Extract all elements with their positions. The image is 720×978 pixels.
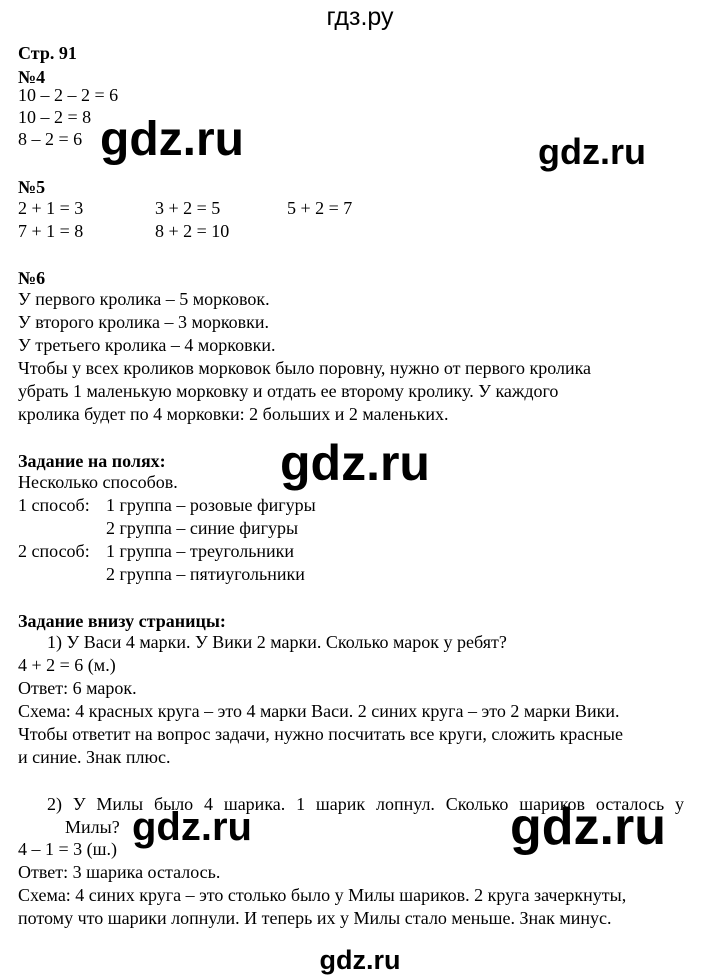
way1-group1: 1 группа – розовые фигуры xyxy=(106,495,316,515)
site-header: гдз.ру xyxy=(326,3,394,31)
task4-line: 10 – 2 = 8 xyxy=(18,107,92,127)
task6-title: №6 xyxy=(18,268,46,288)
problem2-solution: 4 – 1 = 3 (ш.) xyxy=(18,839,117,859)
way2-group1: 1 группа – треугольники xyxy=(106,541,295,561)
task5-expression: 2 + 1 = 3 xyxy=(18,198,84,218)
task5-expression: 3 + 2 = 5 xyxy=(155,198,221,218)
problem1-scheme-line: Схема: 4 красных круга – это 4 марки Васи. 2 синих круга – это 2 марки Вики. xyxy=(18,701,620,721)
bottom-task-title: Задание внизу страницы: xyxy=(18,611,226,631)
problem2-scheme-line: потому что шарики лопнули. И теперь их у Милы стало меньше. Знак минус. xyxy=(18,908,612,928)
problem1-scheme-line: Чтобы ответит на вопрос задачи, нужно посчитать все круги, сложить красные xyxy=(18,724,624,744)
task6-paragraph-line: убрать 1 маленькую морковку и отдать ее второму кролику. У каждого xyxy=(18,381,559,401)
margin-task-intro: Несколько способов. xyxy=(18,472,178,492)
task5-expression: 8 + 2 = 10 xyxy=(155,221,230,241)
problem1-question: 1) У Васи 4 марки. У Вики 2 марки. Сколько марок у ребят? xyxy=(47,632,507,652)
task5-expression: 7 + 1 = 8 xyxy=(18,221,84,241)
way2-prefix: 2 способ: xyxy=(18,541,90,561)
way1-group2: 2 группа – синие фигуры xyxy=(106,518,299,538)
watermark: gdz.ru xyxy=(538,131,646,172)
watermark: gdz.ru xyxy=(280,435,430,491)
problem2-answer: Ответ: 3 шарика осталось. xyxy=(18,862,221,882)
task4-line: 10 – 2 – 2 = 6 xyxy=(18,85,119,105)
problem1-solution: 4 + 2 = 6 (м.) xyxy=(18,655,116,675)
footer-watermark: gdz.ru xyxy=(319,945,401,975)
margin-task-title: Задание на полях: xyxy=(18,451,166,471)
watermark: gdz.ru xyxy=(132,805,252,849)
task6-line: У первого кролика – 5 морковок. xyxy=(18,289,270,309)
task6-paragraph-line: Чтобы у всех кроликов морковок было поровну, нужно от первого кролика xyxy=(18,358,592,378)
problem2-question-line: 2) У Милы было 4 шарика. 1 шарик лопнул. Сколько шариков осталось у xyxy=(47,794,684,814)
page-label: Стр. 91 xyxy=(18,43,77,63)
watermark: gdz.ru xyxy=(100,113,244,166)
way1-prefix: 1 способ: xyxy=(18,495,90,515)
task5-expression: 5 + 2 = 7 xyxy=(287,198,353,218)
way2-group2: 2 группа – пятиугольники xyxy=(106,564,305,584)
problem1-scheme-line: и синие. Знак плюс. xyxy=(18,747,171,767)
task5-title: №5 xyxy=(18,177,46,197)
task4-line: 8 – 2 = 6 xyxy=(18,129,83,149)
task6-paragraph-line: кролика будет по 4 морковки: 2 больших и 2 маленьких. xyxy=(18,404,449,424)
task4-title: №4 xyxy=(18,67,46,87)
task6-line: У третьего кролика – 4 морковки. xyxy=(18,335,276,355)
problem2-scheme-line: Схема: 4 синих круга – это столько было у Милы шариков. 2 круга зачеркнуты, xyxy=(18,885,627,905)
problem1-answer: Ответ: 6 марок. xyxy=(18,678,137,698)
problem2-question-line: Милы? xyxy=(65,817,120,837)
watermark: gdz.ru xyxy=(510,798,666,856)
task6-line: У второго кролика – 3 морковки. xyxy=(18,312,270,332)
